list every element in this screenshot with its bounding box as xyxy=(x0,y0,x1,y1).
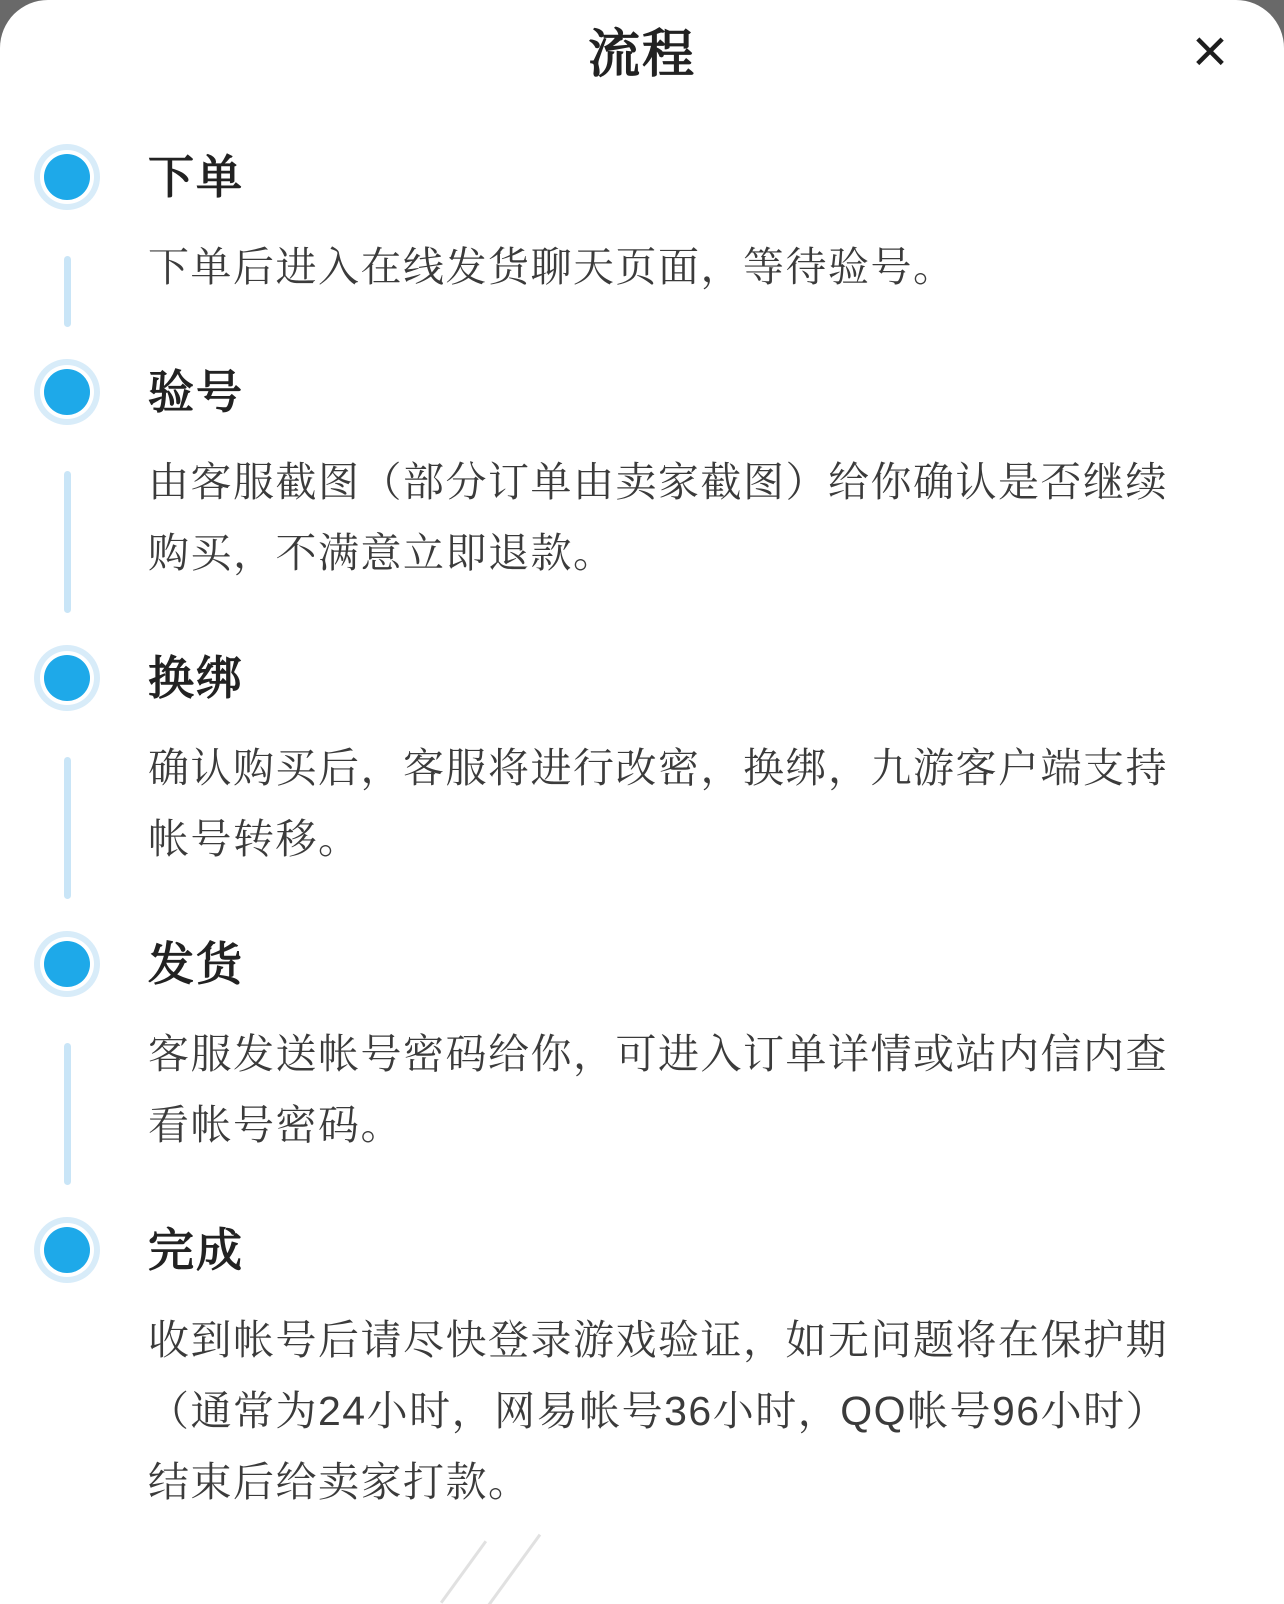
modal-header xyxy=(0,0,1284,88)
timeline-connector xyxy=(64,757,71,899)
step-item-complete xyxy=(0,1217,1192,1518)
timeline-rail xyxy=(0,144,148,303)
step-content xyxy=(148,1217,1192,1518)
step-description: 下单后进入在线发货聊天页面，等待验号。 xyxy=(148,244,956,290)
step-description: 由客服截图（部分订单由卖家截图）给你确认是否继续购买，不满意立即退款。 xyxy=(148,459,1168,576)
step-dot-icon xyxy=(44,1227,90,1273)
step-item-place-order xyxy=(0,144,1192,303)
step-title: 发货 xyxy=(148,938,244,990)
watermark-stroke xyxy=(486,1534,541,1604)
step-item-verify-account xyxy=(0,359,1192,589)
step-item-deliver xyxy=(0,931,1192,1161)
step-content xyxy=(148,144,1192,303)
step-description: 确认购买后，客服将进行改密，换绑，九游客户端支持帐号转移。 xyxy=(148,745,1168,862)
step-dot-icon xyxy=(44,941,90,987)
close-icon: × xyxy=(1191,17,1229,86)
watermark-stroke xyxy=(440,1540,487,1603)
step-title: 验号 xyxy=(148,366,244,418)
step-content xyxy=(148,645,1192,875)
timeline-connector xyxy=(64,256,71,327)
timeline-connector xyxy=(64,471,71,613)
close-button[interactable] xyxy=(1174,16,1246,88)
step-dot-icon xyxy=(44,655,90,701)
process-steps-list xyxy=(0,144,1284,1518)
step-content xyxy=(148,931,1192,1161)
timeline-rail xyxy=(0,1217,148,1518)
timeline-rail xyxy=(0,931,148,1161)
step-content xyxy=(148,359,1192,589)
timeline-rail xyxy=(0,359,148,589)
step-title: 换绑 xyxy=(148,652,244,704)
step-title: 下单 xyxy=(148,151,244,203)
modal-title: 流程 xyxy=(587,26,696,84)
timeline-connector xyxy=(64,1043,71,1185)
step-item-rebind xyxy=(0,645,1192,875)
step-description: 收到帐号后请尽快登录游戏验证，如无问题将在保护期（通常为24小时，网易帐号36小时，QQ帐号96小时）结束后给卖家打款。 xyxy=(148,1317,1169,1505)
timeline-rail xyxy=(0,645,148,875)
step-dot-icon xyxy=(44,154,90,200)
step-title: 完成 xyxy=(148,1224,244,1276)
step-dot-icon xyxy=(44,369,90,415)
step-description: 客服发送帐号密码给你，可进入订单详情或站内信内查看帐号密码。 xyxy=(148,1031,1168,1148)
